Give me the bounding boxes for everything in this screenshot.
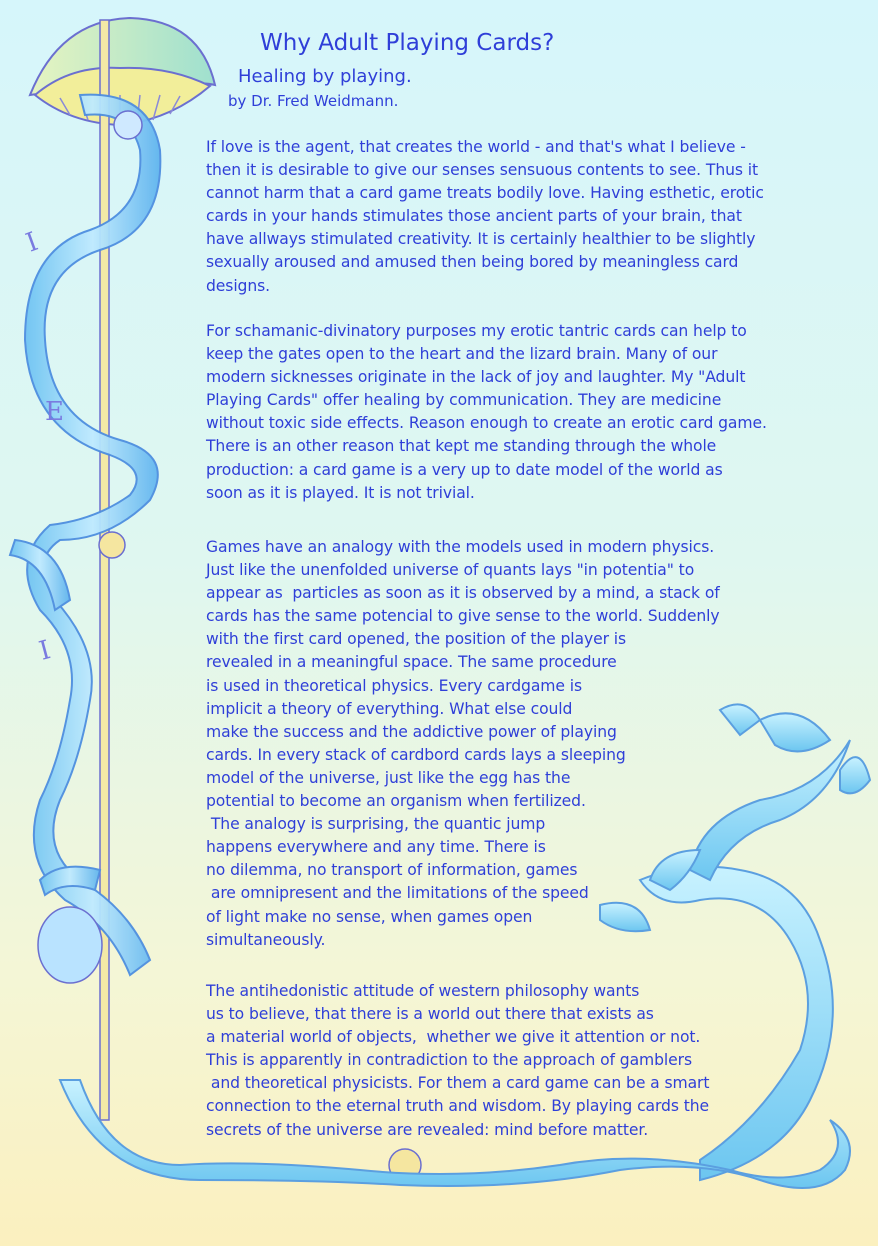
author-byline: by Dr. Fred Weidmann. xyxy=(228,92,399,110)
page-subtitle: Healing by playing. xyxy=(238,66,412,87)
ribbon-icon xyxy=(10,95,160,975)
page-title: Why Adult Playing Cards? xyxy=(260,30,555,56)
svg-text:I: I xyxy=(36,635,54,667)
svg-text:E: E xyxy=(45,397,64,427)
paragraph-4: The antihedonistic attitude of western philosophy wants us to believe, that there is a world out there that exists as a material world of objects, whether we give it attention or not. This is apparently in contradiction to the approach of gamblers and theoretical physicists. For them a card game can be a smart connection to the eternal truth and wisdom. By playing cards the secrets of the universe are revealed: mind before matter. xyxy=(206,982,710,1139)
paragraph-3: Games have an analogy with the models used in modern physics. Just like the unenfolded universe of quants lays "in potentia" to appear as particles as soon as it is observed by a mind, a stack of cards has the same potencial to give sense to the world. Suddenly with the first card opened, the position of the player is revealed in a meaningful space. The same procedure is used in theoretical physics. Every cardgame is implicit a theory of everything. What else could make the success and the addictive power of playing cards. In every stack of cardbord cards lays a sleeping model of the universe, just like the egg has the potential to become an organism when fertilized. The analogy is surprising, the quantic jump happens everywhere and any time. There is no dilemma, no transport of information, games are omnipresent and the limitations of the speed of light make no sense, when games open simultaneously. xyxy=(206,538,720,949)
paragraph-2: For schamanic-divinatory purposes my erotic tantric cards can help to keep the gates open to the heart and the lizard brain. Many of our modern sicknesses originate in the lack of joy and laughter. My "Adult Playing Cards" offer healing by communication. They are medicine without toxic side effects. Reason enough to create an erotic card game. There is an other reason that kept me standing through the whole production: a card game is a very up to date model of the world as soon as it is played. It is not trivial. xyxy=(206,322,767,502)
svg-text:I: I xyxy=(22,226,43,259)
paragraph-1: If love is the agent, that creates the world - and that's what I believe - then it is desirable to give our senses sensuous contents to see. Thus it cannot harm that a card game treats bodily love. Having esthetic, erotic cards in your hands stimulates those ancient parts of your brain, that have allways stimulated creativity. It is certainly healthier to be slightly sexually aroused and amused then being bored by meaningless card designs. xyxy=(206,138,764,295)
